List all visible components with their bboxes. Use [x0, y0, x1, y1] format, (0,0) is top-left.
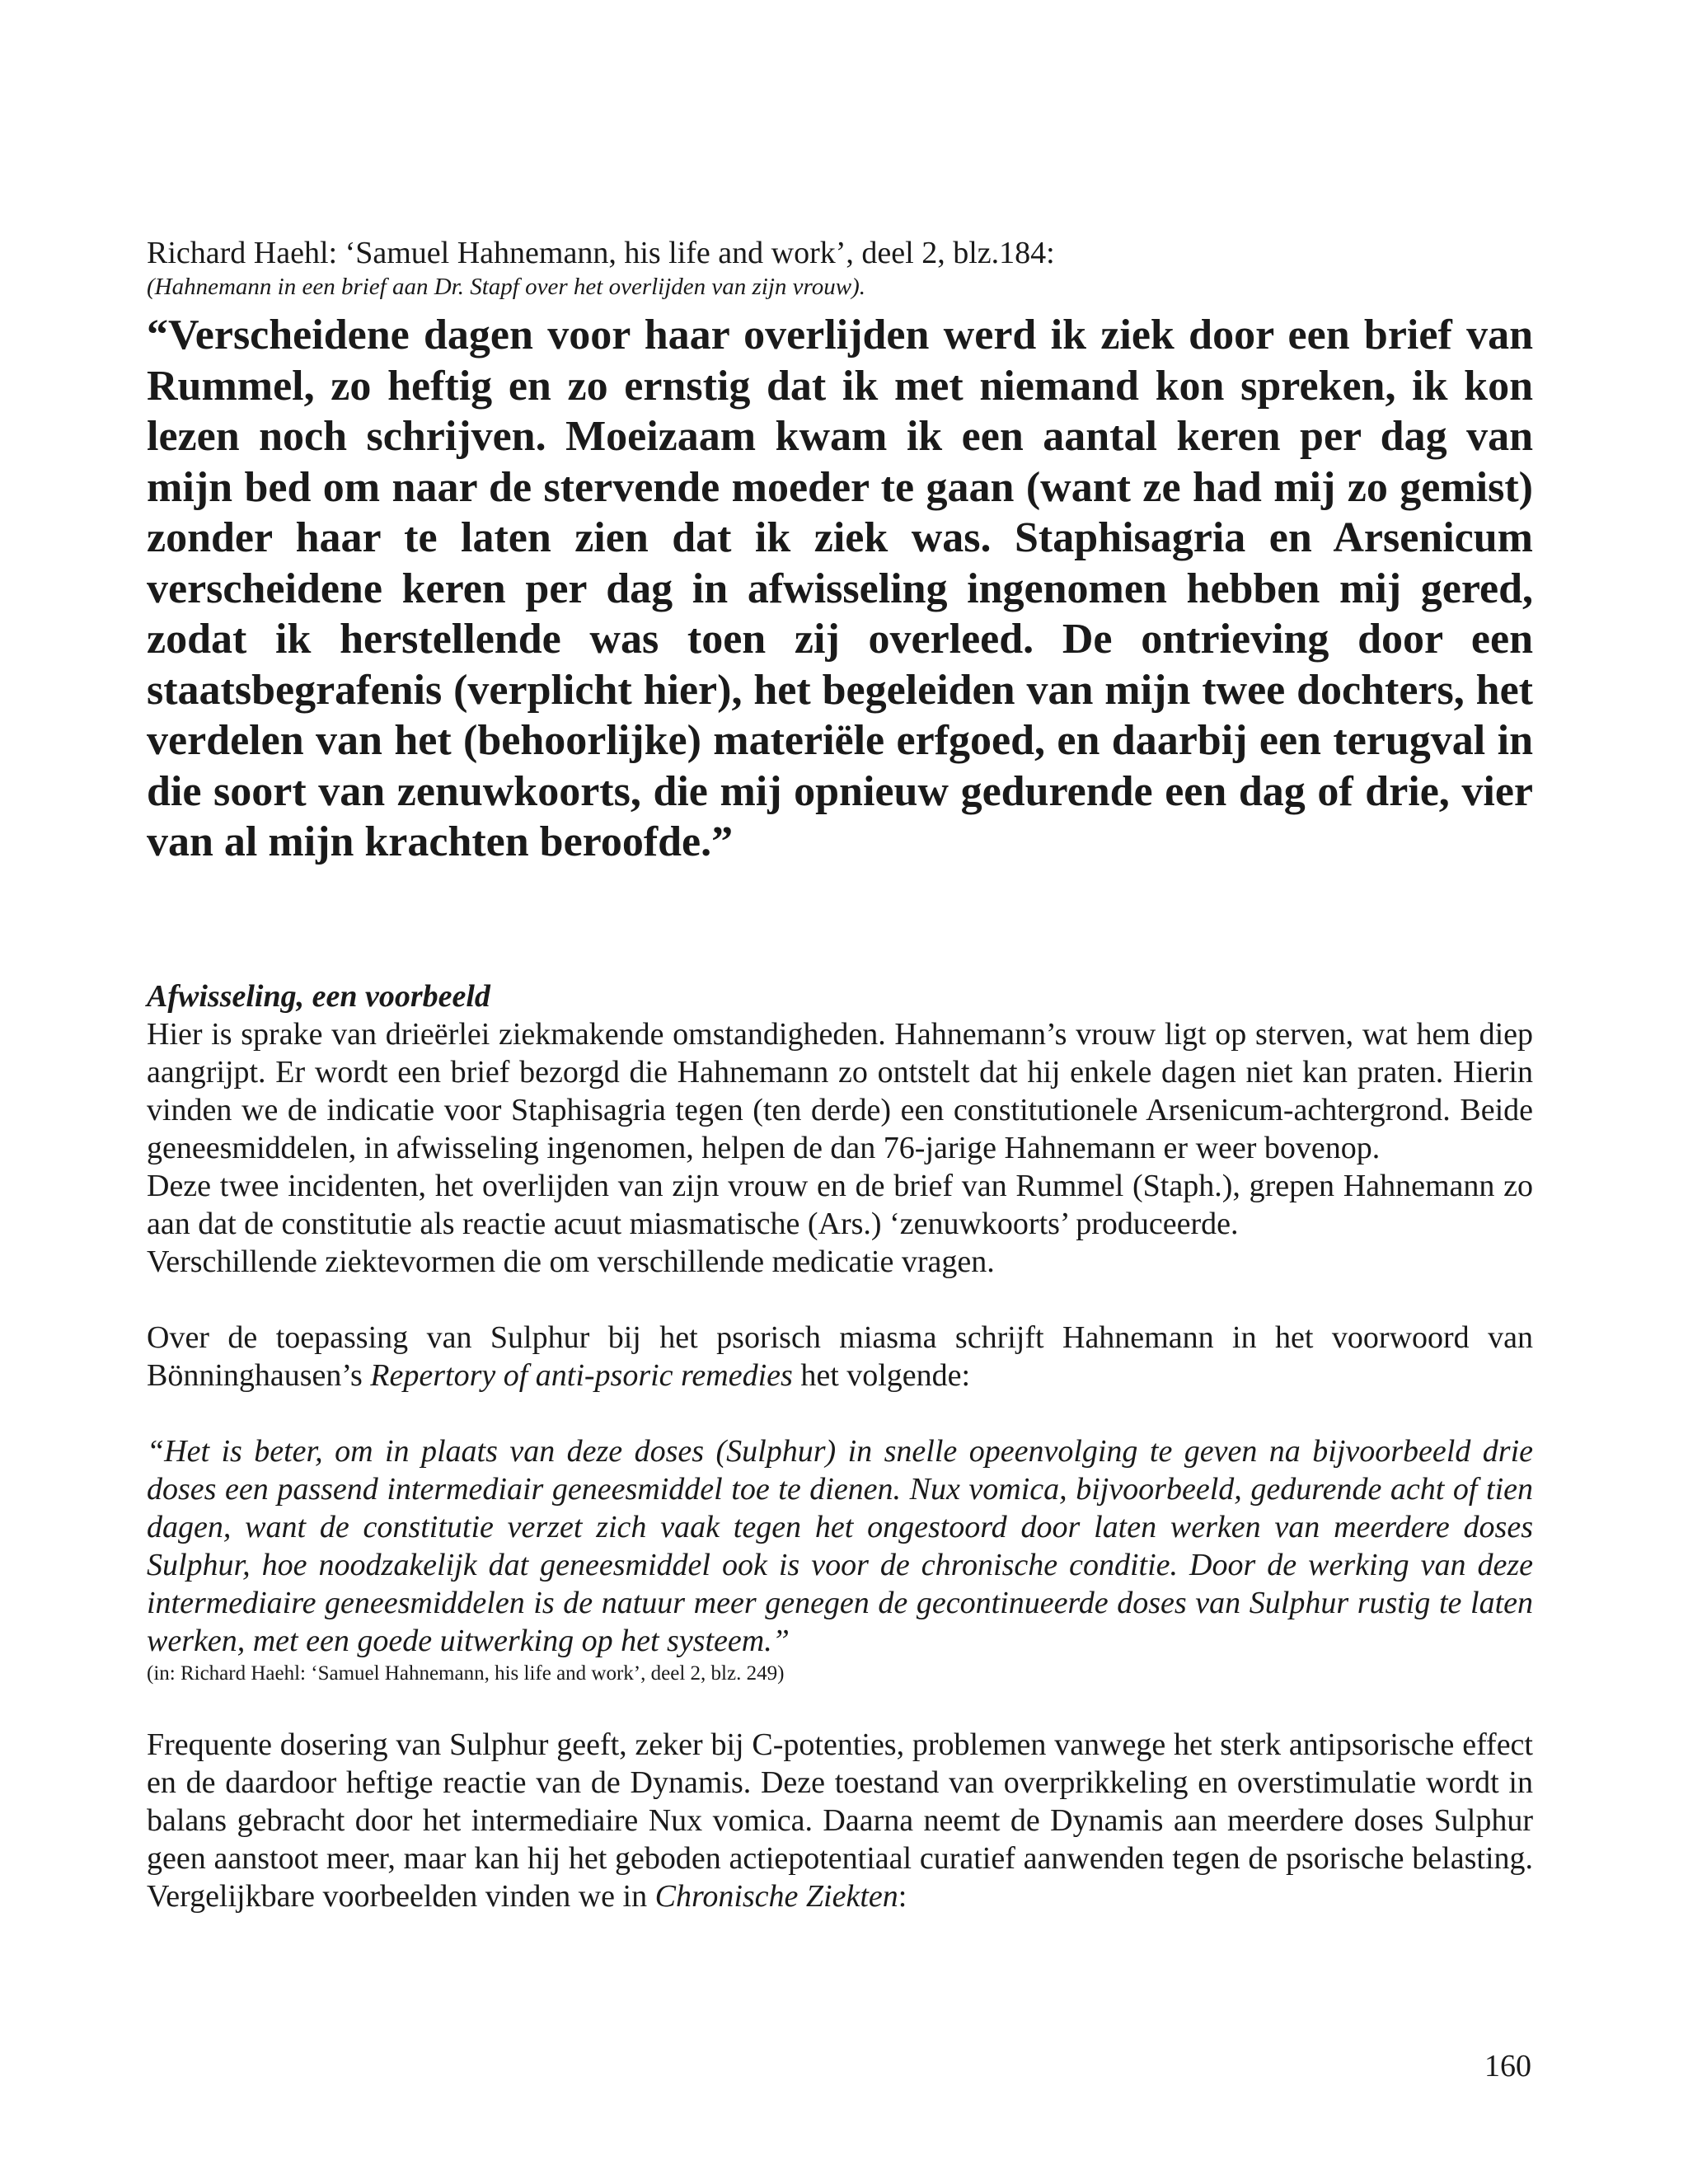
- section-paragraph-2: Deze twee incidenten, het overlijden van zijn vrouw en de brief van Rummel (Staph.), grepen Hahnemann zo aan dat de constitutie als reactie acuut miasmatische (Ars.) ‘zenuwkoorts’ produceerde.: [147, 1168, 1533, 1241]
- source-note: (Hahnemann in een brief aan Dr. Stapf over het overlijden van zijn vrouw).: [147, 274, 865, 300]
- repertory-title: Repertory of anti-psoric remedies: [370, 1357, 793, 1393]
- final-paragraph-text: Frequente dosering van Sulphur geeft, zeker bij C-potenties, problemen vanwege het sterk antipsorische effect en de daardoor heftige reactie van de Dynamis. Deze toestand van overprikkeling en overstimulatie wordt in balans gebracht door het intermediaire Nux vomica. Daarna neemt de Dynamis aan meerdere doses Sulphur geen aanstoot meer, maar kan hij het geboden actiepotentiaal curatief aanwenden tegen de psorische belasting. Vergelijkbare voorbeelden vinden we in: [147, 1727, 1533, 1914]
- sulphur-intro-text: Over de toepassing van Sulphur bij het psorisch miasma schrijft Hahnemann in het voorwoord van Bönninghausen’s: [147, 1319, 1533, 1393]
- source-reference: Richard Haehl: ‘Samuel Hahnemann, his life and work’, deel 2, blz.184:: [147, 236, 1055, 270]
- hahnemann-letter-quote: “Verscheidene dagen voor haar overlijden werd ik ziek door een brief van Rummel, zo heftig en zo ernstig dat ik met niemand kon spreken, ik kon lezen noch schrijven. Moeizaam kwam ik een aantal keren per dag van mijn bed om naar de stervende moeder te gaan (want ze had mij zo gemist) zonder haar te laten zien dat ik ziek was. Staphisagria en Arsenicum verscheidene keren per dag in afwisseling ingenomen hebben mij gered, zodat ik herstellende was toen zij overleed. De ontrieving door een staatsbegrafenis (verplicht hier), het begeleiden van mijn twee dochters, het verdelen van het (behoorlijke) materiële erfgoed, en daarbij een terugval in die soort van zenuwkoorts, die mij opnieuw gedurende een dag of drie, vier van al mijn krachten beroofde.”: [147, 312, 1533, 865]
- section-paragraph-1: Hier is sprake van drieërlei ziekmakende omstandigheden. Hahnemann’s vrouw ligt op sterven, wat hem diep aangrijpt. Er wordt een brief bezorgd die Hahnemann zo ontstelt dat hij enkele dagen niet kan praten. Hierin vinden we de indicatie voor Staphisagria tegen (ten derde) een constitutionele Arsenicum-achtergrond. Beide geneesmiddelen, in afwisseling ingenomen, helpen de dan 76-jarige Hahnemann er weer bovenop.: [147, 1016, 1533, 1165]
- sulphur-intro-tail: het volgende:: [792, 1357, 971, 1393]
- final-paragraph-tail: :: [898, 1878, 907, 1914]
- sulphur-quote: “Het is beter, om in plaats van deze doses (Sulphur) in snelle opeenvolging te geven na bijvoorbeeld drie doses een passend intermediair geneesmiddel toe te dienen. Nux vomica, bijvoorbeeld, gedurende acht of tien dagen, want de constitutie verzet zich vaak tegen het ongestoord door laten werken van meerdere doses Sulphur, hoe noodzakelijk dat geneesmiddel ook is voor de chronische conditie. Door de werking van deze intermediaire geneesmiddelen is de natuur meer genegen de gecontinueerde doses van Sulphur rustig te laten werken, met een goede uitwerking op het systeem.”: [147, 1433, 1533, 1658]
- section-heading: Afwisseling, een voorbeeld: [147, 978, 490, 1014]
- section-paragraph-3: Verschillende ziektevormen die om verschillende medicatie vragen.: [147, 1244, 995, 1279]
- chronische-ziekten-title: Chronische Ziekten: [654, 1878, 898, 1914]
- page-content: [147, 234, 1533, 1915]
- page-number: 160: [1484, 2049, 1531, 2083]
- citation: (in: Richard Haehl: ‘Samuel Hahnemann, his life and work’, deel 2, blz. 249): [147, 1661, 785, 1685]
- final-paragraph: [147, 1726, 1533, 1915]
- sulphur-intro-paragraph: [147, 1319, 1533, 1394]
